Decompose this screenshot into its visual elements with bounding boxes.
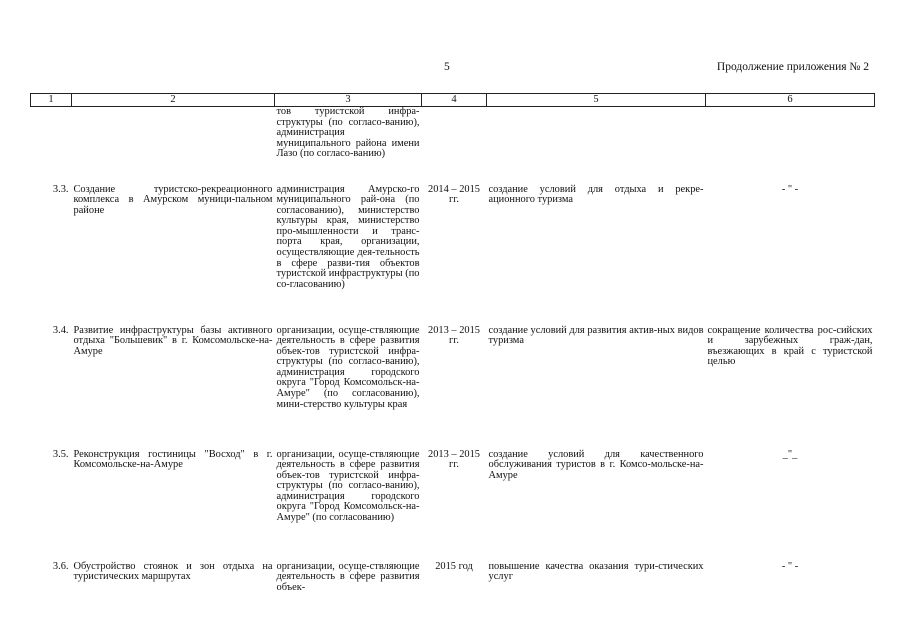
measure-name: Развитие инфраструктуры базы активного отдыха "Большевик" в г. Комсомольске-на-Амуре	[73, 324, 273, 357]
col-header: 4	[422, 94, 487, 107]
row-number	[31, 107, 72, 185]
expected-result: повышение качества оказания тури-стических услуг	[488, 560, 704, 583]
table-row	[31, 450, 875, 562]
col-header: 1	[31, 94, 72, 107]
indicator: - " -	[781, 560, 799, 572]
measure-name: Реконструкция гостиницы "Восход" в г. Комсомольске-на-Амуре	[73, 448, 273, 471]
page-number: 5	[444, 61, 450, 73]
measure-name: Создание туристско-рекреационного комплекса в Амурском муници-пальном районе	[73, 183, 273, 216]
row-number: 3.3.	[52, 183, 69, 195]
period: 2014 – 2015 гг.	[428, 183, 480, 206]
indicator: - " -	[781, 183, 799, 195]
executor: организации, осуще-ствляющие деятельность в сфере развития объек-тов туристской инфра-структуры (по согласо-ванию), администрация городского округа "Город Комсомольск-на-Амуре" (по согласованию), мини-стерство культуры края	[276, 324, 420, 410]
period	[422, 107, 487, 185]
executor: администрация Амурско-го муниципального рай-она (по согласованию), министерство культуры края, министерство про-мышленности и транс-порта края, организации, осуществляющие дея-тельность в сфере разви-тия объектов туристской инфраструктуры (по со-гласованию)	[276, 183, 420, 290]
executor: организации, осуще-ствляющие деятельность в сфере развития объек-	[276, 560, 420, 593]
col-header: 5	[487, 94, 706, 107]
measure-name	[72, 107, 275, 185]
table-row	[31, 326, 875, 450]
period: 2015 год	[435, 560, 473, 572]
row-number: 3.4.	[52, 324, 69, 336]
indicator: сокращение количества рос-сийских и зарубежных граж-дан, въезжающих в край с туристской целью	[707, 324, 873, 368]
table-row	[31, 107, 875, 185]
period: 2013 – 2015 гг.	[428, 324, 480, 347]
column-number-row	[31, 94, 875, 107]
indicator: _"_	[782, 448, 798, 460]
row-number: 3.6.	[52, 560, 69, 572]
col-header: 3	[275, 94, 422, 107]
table-row	[31, 562, 875, 598]
col-header: 6	[706, 94, 875, 107]
table-row	[31, 185, 875, 326]
measure-name: Обустройство стоянок и зон отдыха на туристических маршрутах	[73, 560, 273, 583]
executor: тов туристской инфра-структуры (по согласо-ванию), администрация муниципального района имени Лазо (по согласо-ванию)	[276, 106, 420, 160]
executor: организации, осуще-ствляющие деятельность в сфере развития объек-тов туристской инфра-структуры (по согласо-ванию), администрация городского округа "Город Комсомольск-на-Амуре" (по согласованию)	[276, 448, 420, 524]
expected-result: создание условий для отдыха и рекре-ационного туризма	[488, 183, 704, 206]
period: 2013 – 2015 гг.	[428, 448, 480, 471]
row-number: 3.5.	[52, 448, 69, 460]
expected-result: создание условий для развития актив-ных видов туризма	[488, 324, 704, 347]
col-header: 2	[72, 94, 275, 107]
expected-result: создание условий для качественного обслуживания туристов в г. Комсо-мольске-на-Амуре	[488, 448, 704, 481]
expected-result	[487, 107, 706, 185]
program-table	[30, 93, 875, 598]
continuation-label: Продолжение приложения № 2	[716, 61, 869, 73]
indicator	[706, 107, 875, 185]
